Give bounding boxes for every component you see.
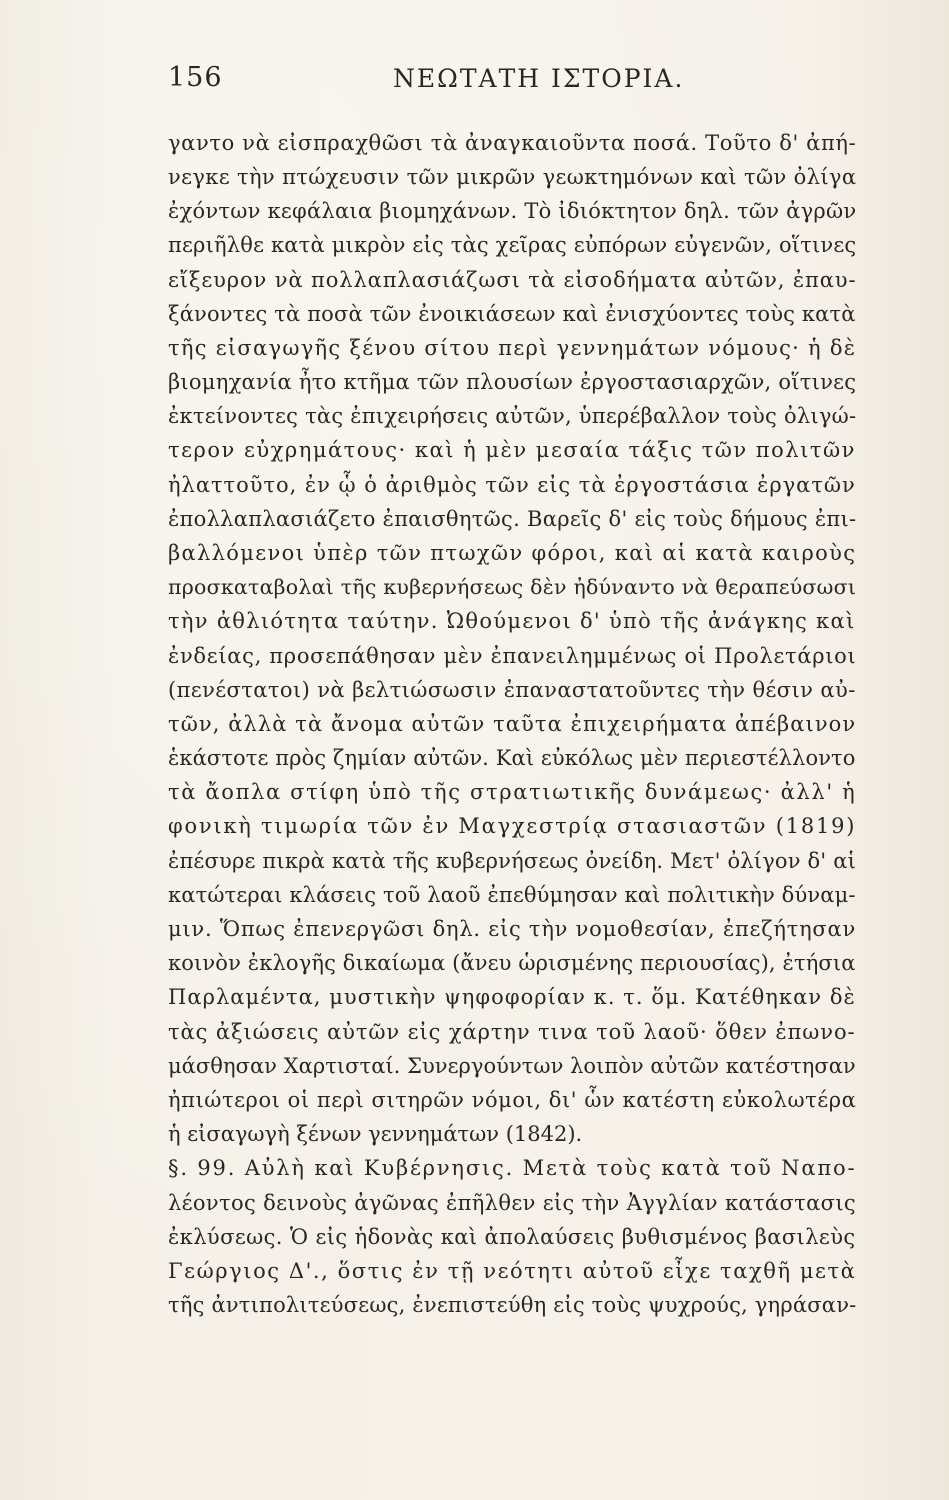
text-line: ἐπολλαπλασιάζετο ἐπαισθητῶς. Βαρεῖς δ' εἰς τοὺς δήμους ἐπι- <box>168 507 857 531</box>
text-line: εἴξευρον νὰ πολλαπλασιάζωσι τὰ εἰσοδήματα αὐτῶν, ἐπαυ- <box>168 268 857 292</box>
text-line: βιομηχανία ἦτο κτῆμα τῶν πλουσίων ἐργοστασιαρχῶν, οἵτινες <box>168 370 857 394</box>
text-line: νεγκε τὴν πτώχευσιν τῶν μικρῶν γεωκτημόνων καὶ τῶν ὀλίγα <box>168 165 857 189</box>
text-line: τῶν, ἀλλὰ τὰ ἄνομα αὐτῶν ταῦτα ἐπιχειρήματα ἀπέβαινον <box>168 712 857 736</box>
text-line: Γεώργιος Δ'., ὅστις ἐν τῇ νεότητι αὐτοῦ εἶχε ταχθῆ μετὰ <box>168 1259 857 1283</box>
text-line: τὰς ἀξιώσεις αὐτῶν εἰς χάρτην τινα τοῦ λαοῦ· ὅθεν ἐπωνο- <box>168 1020 856 1044</box>
text-line: ἑκάστοτε πρὸς ζημίαν αὐτῶν. Καὶ εὐκόλως μὲν περιεστέλλοντο <box>168 746 856 770</box>
text-line: μιν. Ὅπως ἐπενεργῶσι δηλ. εἰς τὴν νομοθεσίαν, ἐπεζήτησαν <box>168 917 857 941</box>
text-line: Παρλαμέντα, μυστικὴν ψηφοφορίαν κ. τ. ὅμ. Κατέθηκαν δὲ <box>168 985 856 1009</box>
text-line: τὰ ἄοπλα στίφη ὑπὸ τῆς στρατιωτικῆς δυνάμεως· ἀλλ' ἡ <box>168 780 857 804</box>
text-line: ἐκλύσεως. Ὁ εἰς ἡδονὰς καὶ ἀπολαύσεις βυθισμένος βασιλεὺς <box>168 1225 856 1249</box>
text-line: τὴν ἀθλιότητα ταύτην. Ὠθούμενοι δ' ὑπὸ τῆς ἀνάγκης καὶ <box>168 609 856 633</box>
running-title: ΝΕΩΤΑΤΗ ΙΣΤΟΡΙΑ. <box>393 64 685 93</box>
text-line: ἐπέσυρε πικρὰ κατὰ τῆς κυβερνήσεως ὀνείδη. Μετ' ὀλίγον δ' αἱ <box>168 849 856 873</box>
text-line: (πενέστατοι) νὰ βελτιώσωσιν ἐπαναστατοῦντες τὴν θέσιν αὐ- <box>168 678 856 702</box>
text-line: ἡ εἰσαγωγὴ ξένων γεννημάτων (1842). <box>168 1122 583 1146</box>
text-line: τερον εὐχρημάτους· καὶ ἡ μὲν μεσαία τάξις τῶν πολιτῶν <box>168 438 856 462</box>
text-line: ἐνδείας, προσεπάθησαν μὲν ἐπανειλημμένως οἱ Προλετάριοι <box>168 644 857 668</box>
text-line: προσκαταβολαὶ τῆς κυβερνήσεως δὲν ἠδύναντο νὰ θεραπεύσωσι <box>168 575 857 599</box>
section-heading-line: §. 99. Αὐλὴ καὶ Κυβέρνησις. Μετὰ τοὺς κατὰ τοῦ Ναπο- <box>168 1156 857 1180</box>
text-line: βαλλόμενοι ὑπὲρ τῶν πτωχῶν φόροι, καὶ αἱ κατὰ καιροὺς <box>168 541 857 565</box>
text-line: κατώτεραι κλάσεις τοῦ λαοῦ ἐπεθύμησαν καὶ πολιτικὴν δύναμ- <box>168 883 856 907</box>
text-line: φονικὴ τιμωρία τῶν ἐν Μαγχεστρίᾳ στασιαστῶν (1819) <box>168 814 857 838</box>
page-number: 156 <box>168 62 223 93</box>
text-line: λέοντος δεινοὺς ἀγῶνας ἐπῆλθεν εἰς τὴν Ἀγγλίαν κατάστασις <box>168 1191 857 1215</box>
text-line: μάσθησαν Χαρτισταί. Συνεργούντων λοιπὸν αὐτῶν κατέστησαν <box>168 1054 856 1078</box>
text-line: τῆς ἀντιπολιτεύσεως, ἐνεπιστεύθη εἰς τοὺς ψυχρούς, γηράσαν- <box>168 1293 857 1317</box>
text-line: ἐκτείνοντες τὰς ἐπιχειρήσεις αὐτῶν, ὑπερέβαλλον τοὺς ὀλιγώ- <box>168 404 857 428</box>
text-line: ξάνοντες τὰ ποσὰ τῶν ἐνοικιάσεων καὶ ἐνισχύοντες τοὺς κατὰ <box>168 302 856 326</box>
text-line: ἐχόντων κεφάλαια βιομηχάνων. Τὸ ἰδιόκτητον δηλ. τῶν ἀγρῶν <box>168 199 857 223</box>
text-line: γαντο νὰ εἰσπραχθῶσι τὰ ἀναγκαιοῦντα ποσά. Τοῦτο δ' ἀπή- <box>168 131 857 155</box>
text-line: τῆς εἰσαγωγῆς ξένου σίτου περὶ γεννημάτων νόμους· ἡ δὲ <box>168 336 857 360</box>
text-line: κοινὸν ἐκλογῆς δικαίωμα (ἄνευ ὡρισμένης περιουσίας), ἐτήσια <box>168 951 856 975</box>
text-line: ἠπιώτεροι οἱ περὶ σιτηρῶν νόμοι, δι' ὧν κατέστη εὐκολωτέρα <box>168 1088 857 1112</box>
page-header <box>168 62 868 102</box>
text-line: περιῆλθε κατὰ μικρὸν εἰς τὰς χεῖρας εὐπόρων εὐγενῶν, οἵτινες <box>168 233 857 257</box>
text-line: ἠλαττοῦτο, ἐν ᾧ ὁ ἀριθμὸς τῶν εἰς τὰ ἐργοστάσια ἐργατῶν <box>168 473 856 497</box>
